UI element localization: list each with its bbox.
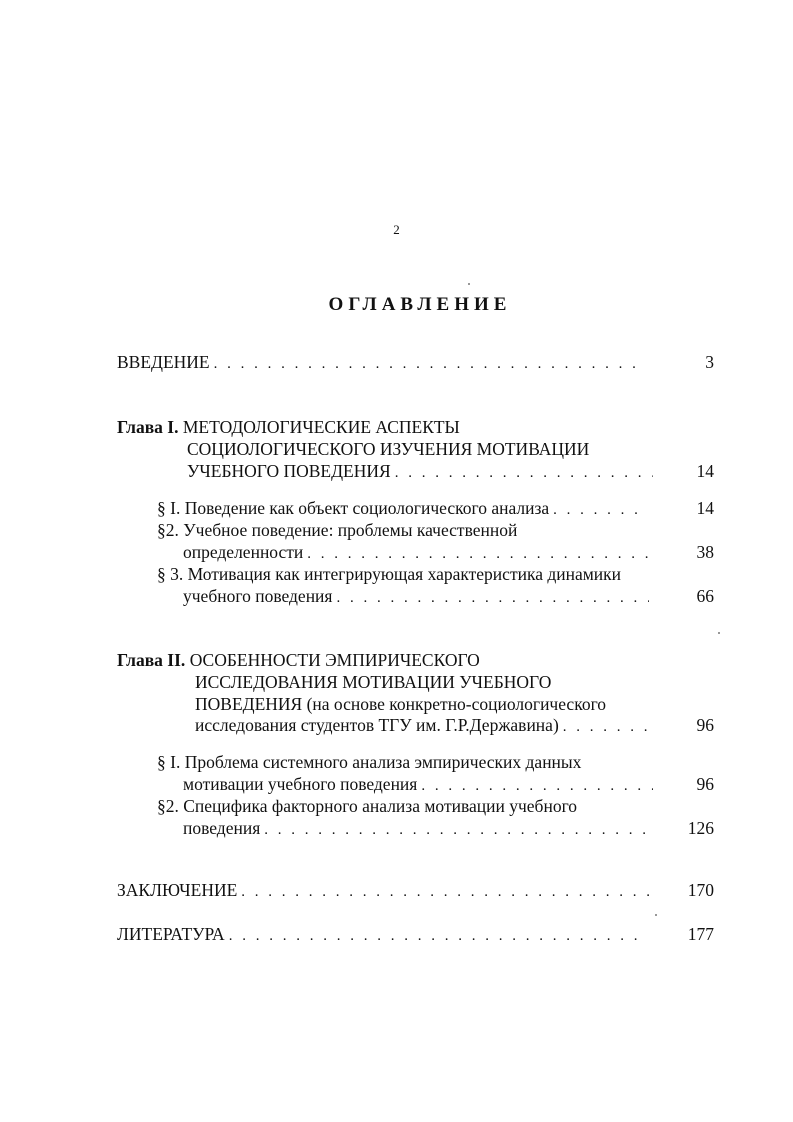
entry-page-number: 38	[696, 542, 714, 562]
entry-title: ЗАКЛЮЧЕНИЕ	[117, 880, 238, 900]
entry-page-number: 14	[696, 498, 714, 518]
entry-title: ЛИТЕРАТУРА	[117, 924, 225, 944]
section-2-1-cont	[183, 773, 657, 795]
chapter-2-title-line-3	[195, 693, 606, 715]
chapter-title-text: УЧЕБНОГО ПОВЕДЕНИЯ	[187, 461, 391, 481]
chapter-title-subtext: исследования студентов ТГУ им. Г.Р.Державина)	[195, 715, 559, 735]
page-number: 2	[393, 222, 400, 237]
entry-page-number: 66	[696, 586, 714, 606]
section-1-1[interactable]	[157, 497, 649, 519]
dot-leader	[307, 545, 653, 563]
entry-title: ВВЕДЕНИЕ	[117, 352, 210, 372]
toc-entry-introduction[interactable]	[117, 351, 647, 373]
toc-entry-conclusion[interactable]	[117, 879, 657, 901]
toc-entry-literature[interactable]	[117, 923, 649, 945]
entry-page-number: 170	[687, 880, 714, 900]
section-1-2[interactable]	[157, 519, 517, 541]
entry-page-number: 14	[696, 461, 714, 481]
dot-leader	[229, 927, 645, 945]
scan-speck	[718, 632, 720, 634]
section-title: учебного поведения	[183, 586, 333, 606]
chapter-title-subtext: (на основе конкретно-социологического	[306, 694, 607, 714]
section-1-3[interactable]	[157, 563, 621, 585]
dot-leader	[553, 501, 645, 519]
chapter-1-title-line-3	[187, 460, 657, 482]
chapter-title-text: СОЦИОЛОГИЧЕСКОГО ИЗУЧЕНИЯ МОТИВАЦИИ	[187, 439, 590, 459]
chapter-2-title-line-2	[195, 671, 551, 693]
chapter-label: Глава II.	[117, 650, 186, 670]
section-1-3-cont	[183, 585, 653, 607]
chapter-title-text: МЕТОДОЛОГИЧЕСКИЕ АСПЕКТЫ	[182, 417, 460, 437]
chapter-2-title-line-4	[195, 714, 657, 736]
section-2-2[interactable]	[157, 795, 577, 817]
section-title: мотивации учебного поведения	[183, 774, 418, 794]
entry-page-number: 96	[696, 715, 714, 735]
scan-speck	[655, 914, 657, 916]
scan-speck	[468, 283, 470, 285]
chapter-label: Глава I.	[117, 417, 179, 437]
entry-page-number: 126	[687, 818, 714, 838]
dot-leader	[395, 464, 653, 482]
chapter-1-title-line-2	[187, 438, 589, 460]
dot-leader	[241, 883, 653, 901]
dot-leader	[264, 821, 653, 839]
dot-leader	[336, 589, 649, 607]
entry-page-number: 96	[696, 774, 714, 794]
chapter-2-title-line-1[interactable]	[117, 649, 480, 671]
dot-leader	[214, 355, 643, 373]
dot-leader	[563, 718, 653, 736]
entry-page-number: 3	[705, 352, 714, 372]
toc-heading: ОГЛАВЛЕНИЕ	[328, 294, 512, 315]
section-title: §2. Специфика факторного анализа мотивации учебного	[157, 796, 578, 816]
chapter-title-text: ПОВЕДЕНИЯ	[195, 694, 303, 714]
chapter-title-text: ИССЛЕДОВАНИЯ МОТИВАЦИИ УЧЕБНОГО	[195, 672, 552, 692]
chapter-title-text: ОСОБЕННОСТИ ЭМПИРИЧЕСКОГО	[189, 650, 480, 670]
section-title: определенности	[183, 542, 304, 562]
section-title: § I. Проблема системного анализа эмпирических данных	[157, 752, 582, 772]
section-title: § I. Поведение как объект социологического анализа	[157, 498, 550, 518]
section-title: §2. Учебное поведение: проблемы качественной	[157, 520, 518, 540]
chapter-1-title-line-1[interactable]	[117, 416, 460, 438]
dot-leader	[421, 777, 653, 795]
section-1-2-cont	[183, 541, 657, 563]
section-2-2-cont	[183, 817, 657, 839]
section-title: § 3. Мотивация как интегрирующая характеристика динамики	[157, 564, 622, 584]
entry-page-number: 177	[687, 924, 714, 944]
section-2-1[interactable]	[157, 751, 581, 773]
section-title: поведения	[183, 818, 261, 838]
